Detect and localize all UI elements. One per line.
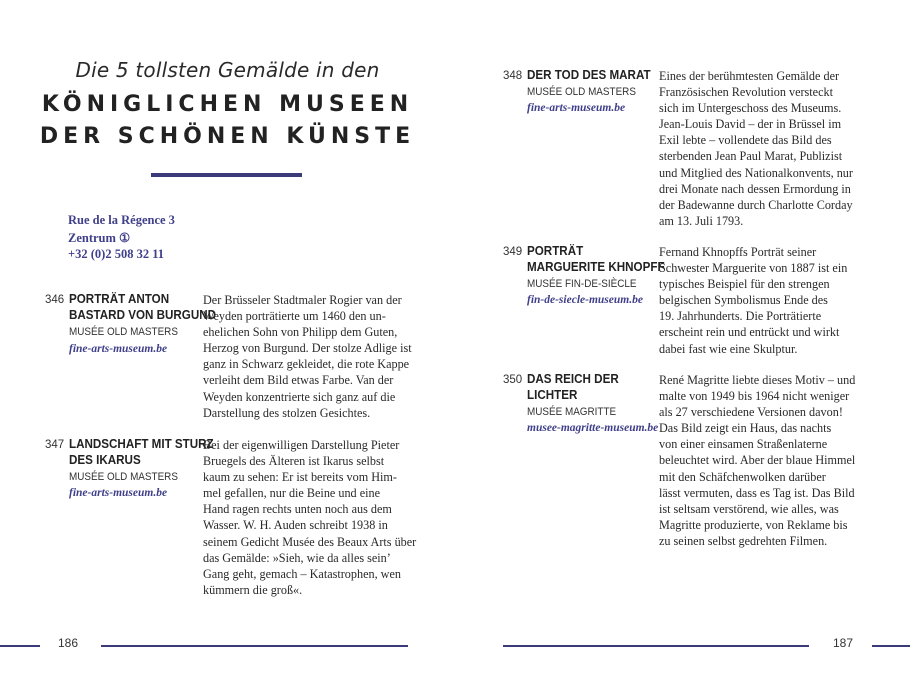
footer-rule-right bbox=[503, 645, 809, 647]
description-line: Herzog von Burgund. Der stolze Adlige ist bbox=[203, 341, 412, 356]
museum-phone[interactable]: +32 (0)2 508 32 11 bbox=[68, 247, 165, 261]
entry-description bbox=[203, 292, 412, 421]
description-line: belgischen Symbolismus Ende des bbox=[659, 293, 828, 308]
page-title-main: KÖNIGLICHEN MUSEEN bbox=[41, 92, 414, 117]
entry-title bbox=[69, 292, 216, 323]
entry-museum: MUSÉE OLD MASTERS bbox=[527, 86, 636, 98]
description-line: Weyden porträtierte um 1460 den un- bbox=[203, 309, 386, 324]
entry-title-line: DER TOD DES MARAT bbox=[527, 68, 651, 82]
description-line: verleiht dem Bild etwas Farbe. Van der bbox=[203, 373, 394, 388]
entry-museum: MUSÉE MAGRITTE bbox=[527, 406, 617, 418]
footer-rule-right-edge bbox=[872, 645, 910, 647]
description-line: lässt vermuten, dass es Tag ist. Das Bild bbox=[659, 485, 855, 500]
entry-website-link[interactable]: fine-arts-museum.be bbox=[69, 343, 168, 355]
page-number-right: 187 bbox=[833, 636, 854, 650]
entry-website-link[interactable]: musee-magritte-museum.be bbox=[527, 422, 659, 434]
entry-website-link[interactable]: fine-arts-museum.be bbox=[69, 487, 168, 499]
description-line: Bruegels des Älteren ist Ikarus selbst bbox=[203, 454, 385, 469]
entry-number: 347 bbox=[45, 439, 65, 451]
description-line: Das Bild zeigt ein Haus, das nachts bbox=[659, 421, 832, 436]
description-line: ganz in Schwarz gekleidet, die rote Kappe bbox=[203, 357, 410, 372]
description-line: Fernand Khnopffs Porträt seiner bbox=[659, 245, 817, 259]
entry-website-link[interactable]: fin-de-siecle-museum.be bbox=[527, 294, 643, 306]
description-line: seinem Gedicht Musée des Beaux Arts über bbox=[203, 534, 417, 549]
entry-title-line: DAS REICH DER bbox=[527, 372, 619, 386]
description-line: als 27 verschiedene Versionen davon! bbox=[659, 405, 843, 420]
entry-number: 348 bbox=[503, 70, 523, 82]
description-line: kaum zu sehen: Er ist bereits vom Him- bbox=[203, 470, 397, 485]
entry-title bbox=[527, 372, 619, 403]
description-line: Schwester Marguerite von 1887 ist ein bbox=[659, 261, 848, 276]
title-divider bbox=[151, 173, 302, 177]
description-line: Magritte produzierte, von Reklame bis bbox=[659, 517, 848, 532]
museum-address: Rue de la Régence 3 bbox=[68, 213, 175, 227]
description-line: am 13. Juli 1793. bbox=[659, 213, 744, 228]
description-line: von einer einsamen Straßenlaterne bbox=[659, 437, 828, 452]
description-line: sterbenden Jean Paul Marat, Publizist bbox=[659, 149, 843, 164]
description-line: Exil lebte – vollendete das Bild des bbox=[659, 133, 832, 148]
description-line: das Gemälde: »Sieh, wie da alles sein’ bbox=[203, 550, 391, 565]
entry-number: 346 bbox=[45, 294, 65, 306]
description-line: kümmern die groß«. bbox=[203, 582, 303, 597]
entry-description bbox=[659, 244, 847, 357]
description-line: Hand ragen rechts unten noch aus dem bbox=[203, 502, 392, 517]
footer-rule-left-edge bbox=[0, 645, 40, 647]
description-line: Eines der berühmtesten Gemälde der bbox=[659, 69, 840, 83]
entry-title bbox=[527, 68, 651, 84]
entry-title-line: PORTRÄT bbox=[527, 244, 584, 258]
description-line: Jean-Louis David – der in Brüssel im bbox=[659, 117, 842, 132]
description-line: mit den Schäfchenwolken darüber bbox=[659, 469, 826, 484]
entry-title-line: LANDSCHAFT MIT STURZ bbox=[69, 437, 214, 451]
entry-museum: MUSÉE OLD MASTERS bbox=[69, 471, 178, 483]
entry-museum: MUSÉE FIN-DE-SIÈCLE bbox=[527, 278, 637, 290]
description-line: ist seltsam verstörend, wie alles, was bbox=[659, 501, 839, 516]
description-line: ehelichen Sohn von Philipp dem Guten, bbox=[203, 325, 398, 340]
entry-title-line: PORTRÄT ANTON bbox=[69, 292, 170, 306]
description-line: mel gefallen, nur die Beine und eine bbox=[203, 486, 380, 501]
footer-rule-left bbox=[101, 645, 408, 647]
description-line: dabei fast wie eine Skulptur. bbox=[659, 341, 798, 356]
page-number-left: 186 bbox=[58, 636, 79, 650]
museum-district: Zentrum ① bbox=[68, 231, 131, 245]
description-line: typisches Beispiel für den strengen bbox=[659, 277, 830, 292]
description-line: malte von 1949 bis 1964 nicht weniger bbox=[659, 389, 850, 404]
entry-title-line: MARGUERITE KHNOPFF bbox=[527, 259, 665, 274]
entry-title-line: LICHTER bbox=[527, 387, 578, 402]
description-line: Der Brüsseler Stadtmaler Rogier van der bbox=[203, 293, 402, 307]
description-line: zu seinen selbst gedrehten Filmen. bbox=[659, 533, 828, 548]
entry-description bbox=[659, 68, 853, 229]
description-line: Gang geht, gemach – Katastrophen, wen bbox=[203, 566, 401, 581]
description-line: 19. Jahrhunderts. Die Porträtierte bbox=[659, 309, 822, 324]
description-line: und Mitglied des Nationalkonvents, nur bbox=[659, 165, 853, 180]
description-line: René Magritte liebte dieses Motiv – und bbox=[659, 373, 856, 387]
description-line: Bei der eigenwilligen Darstellung Pieter bbox=[203, 438, 400, 452]
entry-number: 350 bbox=[503, 374, 523, 386]
description-line: der Badewanne durch Charlotte Corday bbox=[659, 197, 853, 212]
entry-title bbox=[69, 437, 214, 468]
description-line: drei Monate nach dessen Ermordung in bbox=[659, 181, 851, 196]
description-line: erscheint rein und entrückt und wirkt bbox=[659, 325, 840, 340]
entry-description bbox=[203, 437, 416, 598]
entry-museum: MUSÉE OLD MASTERS bbox=[69, 326, 178, 338]
entry-title-line: BASTARD VON BURGUND bbox=[69, 307, 217, 322]
description-line: Weyden konzentrierte sich ganz auf die bbox=[203, 389, 396, 404]
entry-title-line: DES IKARUS bbox=[69, 452, 141, 467]
entry-website-link[interactable]: fine-arts-museum.be bbox=[527, 102, 626, 114]
description-line: Wasser. W. H. Auden schreibt 1938 in bbox=[203, 518, 388, 533]
description-line: Darstellung des stolzen Gesichtes. bbox=[203, 405, 371, 420]
description-line: Französischen Revolution versteckt bbox=[659, 85, 833, 100]
page-title-sub: DER SCHÖNEN KÜNSTE bbox=[39, 124, 416, 149]
entry-number: 349 bbox=[503, 246, 523, 258]
page-title-intro: Die 5 tollsten Gemälde in den bbox=[75, 58, 380, 82]
description-line: beleuchtet wird. Aber der blaue Himmel bbox=[659, 453, 856, 468]
entry-description bbox=[659, 372, 855, 549]
entry-title bbox=[527, 244, 665, 275]
description-line: sich im Untergeschoss des Museums. bbox=[659, 101, 842, 116]
